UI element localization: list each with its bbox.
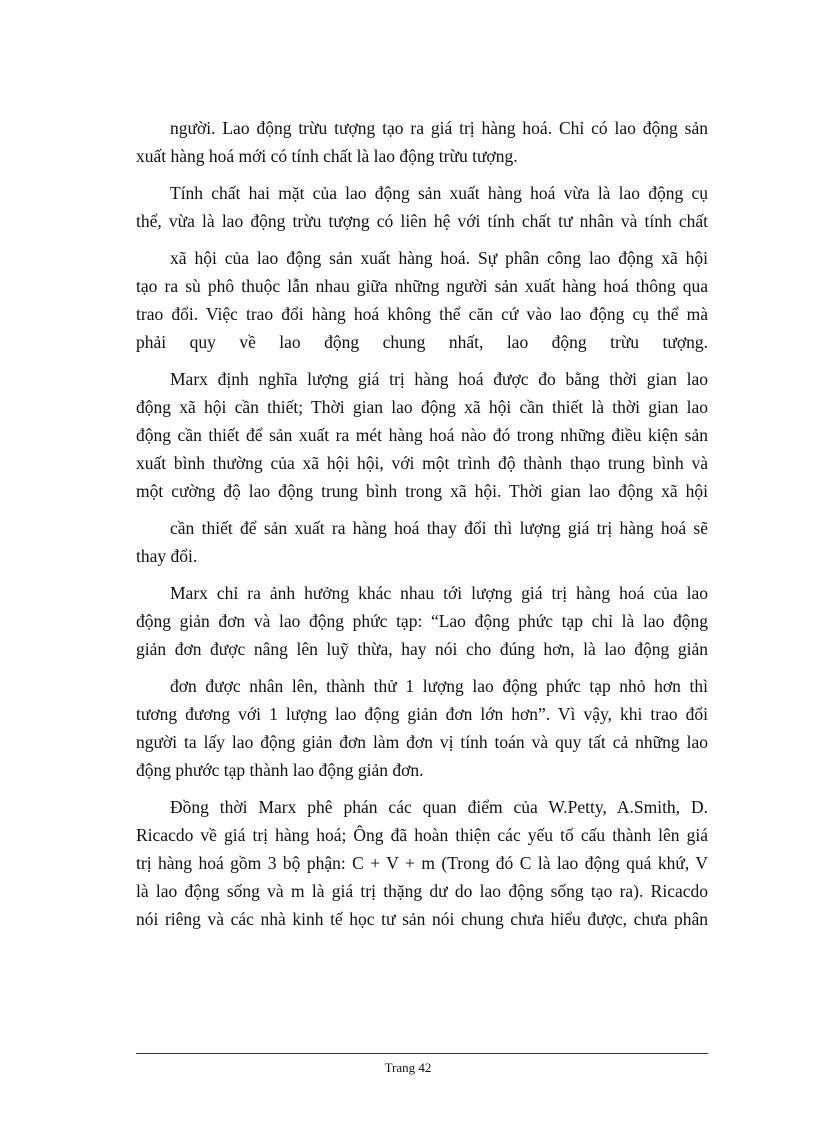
body-text-line: là lao động sống và m là giá trị thặng dư do lao động sống tạo ra). Ricacdo [136,881,708,901]
body-text-line: một cường độ lao động trung bình trong xã hội. Thời gian lao động xã hội [136,481,708,501]
body-text-line: tương đương với 1 lượng lao động giản đơn lớn hơn”. Vì vậy, khi trao đổi [136,704,708,724]
body-text-line: thay đổi. [136,546,198,566]
body-text-line: người ta lấy lao động giản đơn làm đơn vị tính toán và quy tất cả những lao [136,732,708,752]
body-text-line: thể, vừa là lao động trừu tượng có liên hệ với tính chất tư nhân và tính chất [136,211,708,231]
body-text-line: trị hàng hoá gồm 3 bộ phận: C + V + m (Trong đó C là lao động quá khứ, V [136,853,708,873]
body-text-line: tạo ra sù phô thuộc lẫn nhau giữa những người sản xuất hàng hoá thông qua [136,276,708,296]
body-text-line: cần thiết để sản xuất ra hàng hoá thay đổi thì lượng giá trị hàng hoá sẽ [170,518,708,538]
body-text-line: giản đơn được nâng lên luỹ thừa, hay nói cho đúng hơn, là lao động giản [136,639,708,659]
body-text-line: Marx chỉ ra ảnh hưởng khác nhau tới lượng giá trị hàng hoá của lao [170,583,708,603]
body-text-line: trao đổi. Việc trao đổi hàng hoá không thể căn cứ vào lao động cụ thể mà [136,304,708,324]
body-text-line: xuất hàng hoá mới có tính chất là lao động trừu tượng. [136,146,518,166]
body-text-line: Đồng thời Marx phê phán các quan điểm của W.Petty, A.Smith, D. [170,797,708,817]
footer-divider [136,1053,708,1054]
page-number: Trang 42 [384,1060,432,1075]
body-text-line: động cần thiết để sản xuất ra mét hàng hoá nào đó trong những điều kiện sản [136,425,708,445]
body-text-line: nói riêng và các nhà kinh tế học tư sản nói chung chưa hiểu được, chưa phân [136,909,708,929]
body-text-line: động phước tạp thành lao động giản đơn. [136,760,424,780]
body-text-line: động xã hội cần thiết; Thời gian lao động xã hội cần thiết là thời gian lao [136,397,708,417]
body-text-line: động giản đơn và lao động phức tạp: “Lao động phức tạp chỉ là lao động [136,611,708,631]
body-text-line: phải quy về lao động chung nhất, lao động trừu tượng. [136,332,708,352]
body-text-line: Tính chất hai mặt của lao động sản xuất hàng hoá vừa là lao động cụ [170,183,708,203]
body-text-line: Marx định nghĩa lượng giá trị hàng hoá được đo bằng thời gian lao [170,369,708,389]
body-text-line: Ricacdo về giá trị hàng hoá; Ông đã hoàn thiện các yếu tố cấu thành lên giá [136,825,708,845]
body-text-line: xuất bình thường của xã hội hội, với một trình độ thành thạo trung bình và [136,453,708,473]
body-text-line: người. Lao động trừu tượng tạo ra giá trị hàng hoá. Chỉ có lao động sản [170,118,708,138]
body-text-line: xã hội của lao động sản xuất hàng hoá. Sự phân công lao động xã hội [170,248,708,268]
body-text-line: đơn được nhân lên, thành thử 1 lượng lao động phức tạp nhỏ hơn thì [170,676,708,696]
